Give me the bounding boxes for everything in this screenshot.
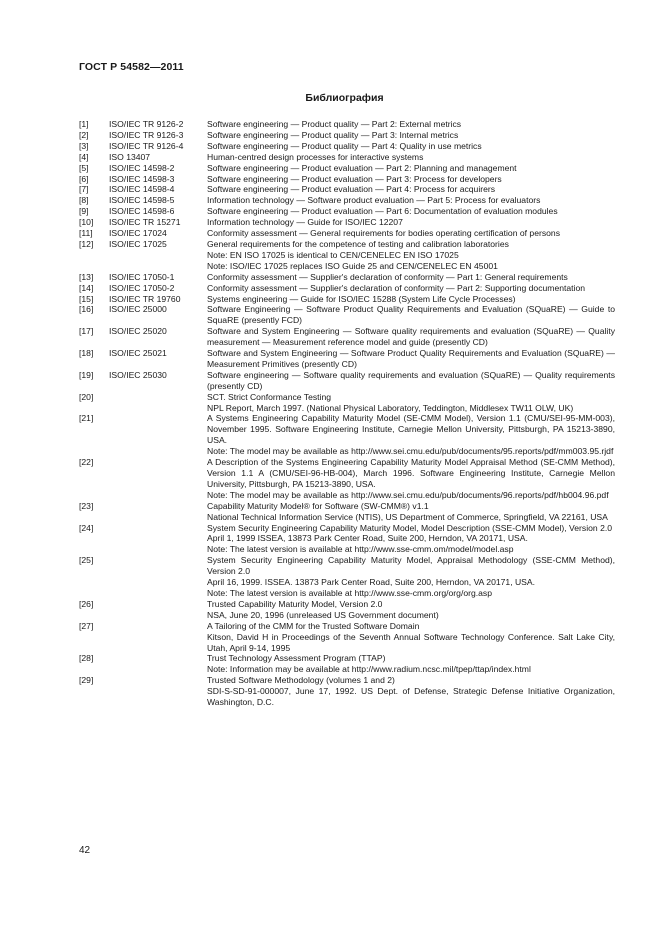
bibliography-entry (79, 621, 615, 654)
entry-line: April 16, 1999. ISSEA. 13873 Park Center Road, Suite 200, Herndon, VA 20171, USA. (207, 577, 536, 588)
entry-standard-id: ISO/IEC TR 19760 (109, 293, 181, 304)
entry-number: [21] (79, 413, 94, 424)
entry-number: [20] (79, 391, 94, 402)
entry-standard-id: ISO/IEC 17050-1 (109, 271, 175, 282)
entry-text (207, 195, 615, 206)
bibliography-entry (79, 141, 615, 152)
entry-number: [10] (79, 217, 94, 228)
entry-text (207, 653, 615, 675)
entry-text (207, 348, 615, 370)
entry-standard-id: ISO 13407 (109, 151, 151, 162)
entry-standard-id: ISO/IEC 17025 (109, 238, 167, 249)
entry-line: A Systems Engineering Capability Maturity Model (SE-CMM Model), Version 1.1 (CMU/SEI-95-MM-003), November 1995. Software Engineering Institute, Carnegie Mellon University, Pittsburgh, PA 15213-3890, USA. (207, 413, 615, 446)
entry-text (207, 555, 615, 599)
bibliography-entry (79, 206, 615, 217)
entry-line: Capability Maturity Model® for Software (SW-CMM®) v1.1 (207, 500, 429, 511)
entry-number: [22] (79, 457, 94, 468)
bibliography-entry (79, 304, 615, 326)
entry-text (207, 228, 615, 239)
entry-line: Note: The model may be available as http://www.sei.cmu.edu/pub/documents/96.reports/pdf/hb004.96.pdf (207, 489, 609, 500)
entry-line: Software engineering — Software quality requirements and evaluation (SQuaRE) — Quality requirements (presently CD) (207, 369, 615, 391)
bibliography-entry (79, 294, 615, 305)
bibliography-entry (79, 217, 615, 228)
bibliography-entry (79, 457, 615, 501)
entry-number: [23] (79, 500, 94, 511)
entry-text (207, 152, 615, 163)
bibliography-entry (79, 184, 615, 195)
entry-line: Note: The model may be available as http://www.sei.cmu.edu/pub/documents/95.reports/pdf/mm003.95.rjdf (207, 446, 614, 457)
entry-standard-id (109, 501, 207, 523)
entry-number: [24] (79, 522, 94, 533)
entry-line: Conformity assessment — General requirements for bodies operating certification of persons (207, 228, 560, 239)
bibliography-entry (79, 228, 615, 239)
entry-number: [28] (79, 653, 94, 664)
entry-text (207, 326, 615, 348)
entry-number: [18] (79, 348, 94, 359)
bibliography-entry (79, 119, 615, 130)
entry-line: Note: Information may be available at http://www.radium.ncsc.mil/tpep/ttap/index.html (207, 664, 531, 675)
entry-line: A Description of the Systems Engineering Capability Maturity Model Appraisal Method (SE-CMM Method), Version 1.1 A (CMU/SEI-96-HB-004), March 1996. Software Engineering Institute, Carnegie Mellon University, Pittsburgh, PA 15213-3890, USA. (207, 457, 615, 489)
entry-standard-id: ISO/IEC 25021 (109, 348, 167, 359)
entry-standard-id (109, 653, 207, 675)
bibliography-entry (79, 599, 615, 621)
bibliography-entry (79, 501, 615, 523)
standard-header: ГОСТ Р 54582—2011 (79, 61, 184, 73)
entry-text (207, 184, 615, 195)
entry-line: Note: ISO/IEC 17025 replaces ISO Guide 25 and CEN/CENELEC EN 45001 (207, 260, 498, 271)
entry-number: [17] (79, 326, 94, 337)
entry-line: Software engineering — Product evaluation — Part 3: Process for developers (207, 173, 502, 184)
entry-number: [3] (79, 140, 89, 151)
entry-standard-id: ISO/IEC 25030 (109, 369, 167, 380)
entry-number: [27] (79, 620, 94, 631)
entry-number: [1] (79, 119, 89, 129)
entry-text (207, 599, 615, 621)
entry-line: Software and System Engineering — Software quality requirements and evaluation (SQuaRE) — Quality measurement — Measurement reference model and guide (presently CD) (207, 326, 615, 348)
entry-text (207, 174, 615, 185)
entry-standard-id: ISO/IEC 14598-3 (109, 173, 175, 184)
entry-standard-id: ISO/IEC 14598-6 (109, 206, 175, 217)
entry-standard-id: ISO/IEC 25020 (109, 326, 167, 337)
entry-number: [29] (79, 675, 94, 686)
entry-line: Software engineering — Product quality — Part 2: External metrics (207, 119, 462, 129)
bibliography-entry (79, 370, 615, 392)
entry-number: [26] (79, 598, 94, 609)
entry-number: [6] (79, 173, 89, 184)
page-number: 42 (79, 845, 91, 856)
entry-number: [12] (79, 238, 94, 249)
entry-line: SCT. Strict Conformance Testing (207, 391, 332, 402)
entry-standard-id (109, 675, 207, 708)
entry-line: April 1, 1999 ISSEA, 13873 Park Center Road, Suite 200, Herndon, VA 20171, USA. (207, 533, 528, 544)
bibliography-entry (79, 283, 615, 294)
entry-standard-id: ISO/IEC 25000 (109, 304, 167, 315)
entry-text (207, 304, 615, 326)
entry-number: [14] (79, 282, 94, 293)
entry-standard-id (109, 413, 207, 457)
entry-line: Note: The latest version is available at http://www.sse-cmm.org/org/org.asp (207, 587, 492, 598)
entry-standard-id (109, 621, 207, 654)
entry-line: General requirements for the competence of testing and calibration laboratories (207, 238, 509, 249)
entry-line: Information technology — Software product evaluation — Part 5: Process for evaluators (207, 195, 541, 206)
entry-line: Software engineering — Product evaluation — Part 2: Planning and management (207, 162, 517, 173)
entry-line: National Technical Information Service (NTIS), US Department of Commerce, Springfield, VA 22161, USA (207, 511, 608, 522)
entry-standard-id: ISO/IEC TR 9126-4 (109, 140, 184, 151)
entry-line: Software Engineering — Software Product Quality Requirements and Evaluation (SQuaRE) — Guide to SquaRE (presently FCD) (207, 304, 615, 326)
entry-text (207, 239, 615, 272)
entry-standard-id: ISO/IEC 14598-5 (109, 195, 175, 206)
bibliography-entry (79, 413, 615, 457)
entry-line: Software engineering — Product evaluation — Part 4: Process for acquirers (207, 184, 496, 195)
entry-line: Information technology — Guide for ISO/IEC 12207 (207, 217, 403, 228)
entry-line: Systems engineering — Guide for ISO/IEC 15288 (System Life Cycle Processes) (207, 293, 516, 304)
entry-line: Software engineering — Product evaluation — Part 6: Documentation of evaluation modules (207, 206, 558, 217)
entry-standard-id: ISO/IEC 14598-2 (109, 162, 175, 173)
entry-standard-id (109, 555, 207, 599)
entry-line: Trust Technology Assessment Program (TTAP) (207, 653, 386, 664)
entry-text (207, 217, 615, 228)
bibliography-entry (79, 348, 615, 370)
entry-line: System Security Engineering Capability Maturity Model, Model Description (SSE-CMM Model), Version 2.0 (207, 522, 613, 533)
entry-line: A Tailoring of the CMM for the Trusted Software Domain (207, 620, 420, 631)
entry-number: [16] (79, 304, 94, 315)
bibliography-entry (79, 163, 615, 174)
entry-text (207, 457, 615, 501)
bibliography-entry (79, 195, 615, 206)
bibliography-entry (79, 675, 615, 708)
entry-text (207, 272, 615, 283)
bibliography-entry (79, 392, 615, 414)
entry-text (207, 675, 615, 708)
entry-line: Conformity assessment — Supplier's declaration of conformity — Part 2: Supporting documentation (207, 282, 586, 293)
entry-line: SDI-S-SD-91-000007, June 17, 1992. US Dept. of Defense, Strategic Defense Initiative Organization, Washington, D.C. (207, 686, 615, 708)
bibliography-title: Библиография (305, 92, 384, 104)
entry-text (207, 206, 615, 217)
entry-text (207, 392, 615, 414)
entry-number: [19] (79, 369, 94, 380)
entry-number: [9] (79, 206, 89, 217)
entry-text (207, 141, 615, 152)
bibliography-entry (79, 130, 615, 141)
entry-line: Trusted Software Methodology (volumes 1 and 2) (207, 675, 395, 686)
entry-line: Conformity assessment — Supplier's declaration of conformity — Part 1: General requirements (207, 271, 568, 282)
entry-text (207, 621, 615, 654)
entry-standard-id: ISO/IEC 17050-2 (109, 282, 175, 293)
bibliography-entry (79, 174, 615, 185)
entry-standard-id (109, 392, 207, 414)
entry-line: Software engineering — Product quality — Part 3: Internal metrics (207, 129, 459, 140)
entry-number: [11] (79, 228, 93, 239)
entry-text (207, 501, 615, 523)
entry-number: [7] (79, 184, 89, 195)
entry-text (207, 294, 615, 305)
entry-text (207, 413, 615, 457)
entry-text (207, 119, 615, 130)
entry-line: Note: EN ISO 17025 is identical to CEN/CENELEC EN ISO 17025 (207, 249, 459, 260)
entry-line: Human-centred design processes for interactive systems (207, 151, 424, 162)
entry-line: Software and System Engineering — Software Product Quality Requirements and Evaluation (SQuaRE) — Measurement Primitives (presently CD) (207, 348, 615, 369)
entry-standard-id: ISO/IEC TR 9126-2 (109, 119, 184, 129)
entry-standard-id (109, 457, 207, 501)
entry-standard-id: ISO/IEC 14598-4 (109, 184, 175, 195)
entry-text (207, 370, 615, 392)
entry-standard-id: ISO/IEC TR 9126-3 (109, 129, 184, 140)
entry-standard-id (109, 523, 207, 556)
entry-line: System Security Engineering Capability Maturity Model, Appraisal Methodology (SSE-CMM Method), Version 2.0 (207, 555, 615, 577)
entry-text (207, 130, 615, 141)
entry-standard-id (109, 599, 207, 621)
bibliography-entry (79, 152, 615, 163)
bibliography-entry (79, 239, 615, 272)
entry-number: [8] (79, 195, 89, 206)
entry-number: [25] (79, 555, 94, 566)
entry-text (207, 283, 615, 294)
entry-text (207, 163, 615, 174)
entry-text (207, 523, 615, 556)
entry-standard-id: ISO/IEC 17024 (109, 228, 167, 239)
entry-number: [4] (79, 151, 89, 162)
bibliography-entry (79, 272, 615, 283)
entry-line: NSA, June 20, 1996 (unreleased US Government document) (207, 609, 439, 620)
entry-number: [2] (79, 129, 89, 140)
entry-number: [15] (79, 293, 94, 304)
entry-number: [5] (79, 162, 89, 173)
entry-line: Software engineering — Product quality — Part 4: Quality in use metrics (207, 140, 482, 151)
entry-number: [13] (79, 271, 94, 282)
entry-line: Note: The latest version is available at http://www.sse-cmm.om/model/model.asp (207, 544, 514, 555)
entry-line: Trusted Capability Maturity Model, Version 2.0 (207, 598, 383, 609)
bibliography-list (79, 119, 615, 708)
bibliography-entry (79, 326, 615, 348)
entry-standard-id: ISO/IEC TR 15271 (109, 217, 181, 228)
bibliography-entry (79, 555, 615, 599)
entry-line: Kitson, David H in Proceedings of the Seventh Annual Software Technology Conference. Salt Lake City, Utah, April 9-14, 1995 (207, 631, 615, 653)
bibliography-entry (79, 523, 615, 556)
entry-line: NPL Report, March 1997. (National Physical Laboratory, Teddington, Middlesex TW11 OLW, UK) (207, 402, 574, 413)
bibliography-entry (79, 653, 615, 675)
